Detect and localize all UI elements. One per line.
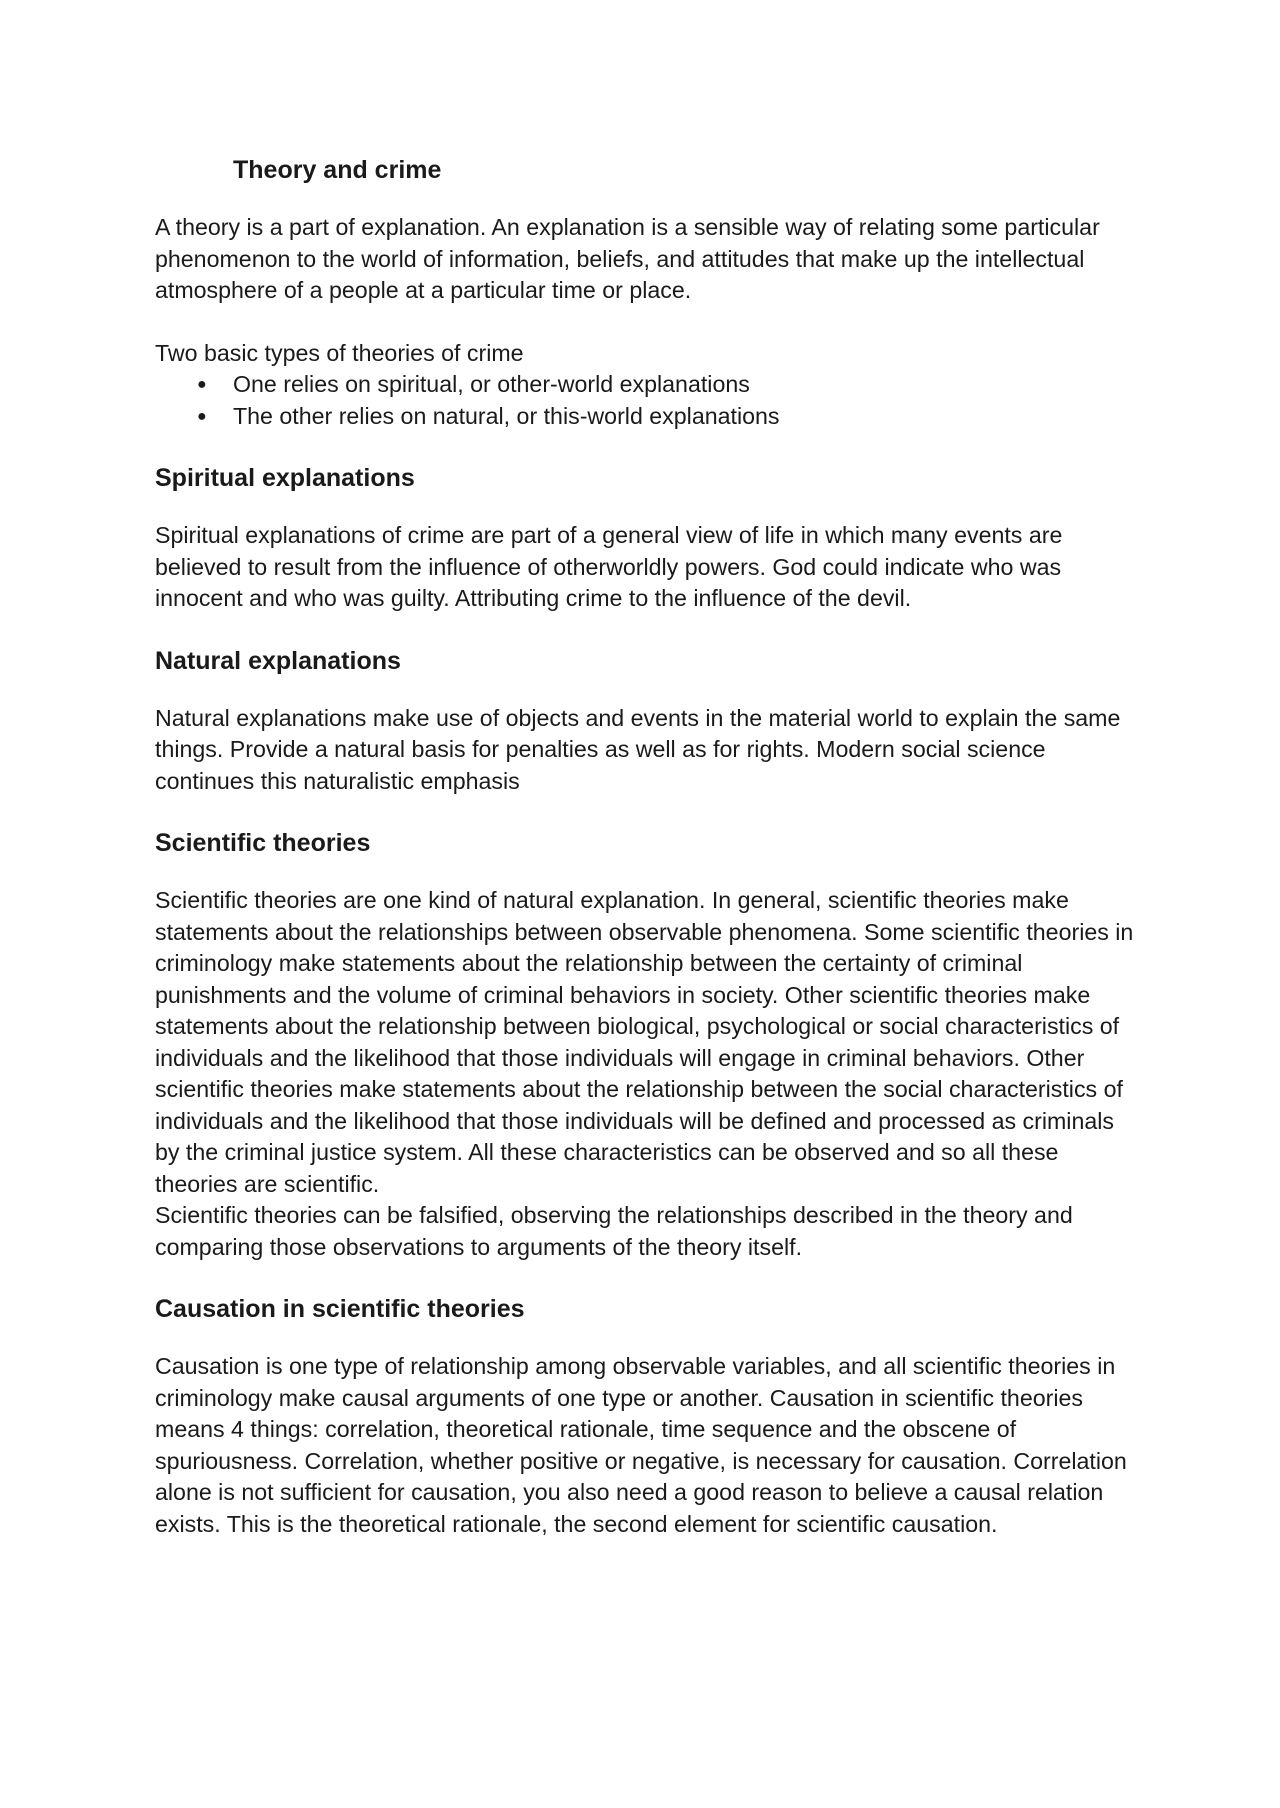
section-paragraph: Causation is one type of relationship among observable variables, and all scientific theories in criminology make causal arguments of one type or another. Causation in scientific theories means 4 things: correlation, theoretical rationale, time sequence and the obscene of spuriousness. Correlation, whether positive or negative, is necessary for causation. Correlation alone is not sufficient for causation, you also need a good reason to believe a causal relation exists. This is the theoretical rationale, the second element for scientific causation.	[155, 1353, 1127, 1537]
list-item	[155, 369, 1135, 401]
section-heading-scientific: Scientific theories	[155, 829, 371, 857]
section-paragraph: Spiritual explanations of crime are part of a general view of life in which many events are believed to result from the influence of otherworldly powers. God could indicate who was innocent and who was guilty. Attributing crime to the influence of the devil.	[155, 522, 1063, 611]
section-heading-natural: Natural explanations	[155, 646, 401, 675]
list-item	[155, 401, 1135, 433]
section-paragraph: Scientific theories can be falsified, observing the relationships described in the theory and comparing those observations to arguments of the theory itself.	[155, 1202, 1073, 1260]
section-paragraph: Scientific theories are one kind of natural explanation. In general, scientific theories make statements about the relationships between observable phenomena. Some scientific theories in criminology make statements about the relationship between the certainty of criminal punishments and the volume of criminal behaviors in society. Other scientific theories make statements about the relationship between biological, psychological or social characteristics of individuals and the likelihood that those individuals will engage in criminal behaviors. Other scientific theories make statements about the relationship between the social characteristics of individuals and the likelihood that those individuals will be defined and processed as criminals by the criminal justice system. All these characteristics can be observed and so all these theories are scientific.	[155, 887, 1134, 1197]
theory-types-list	[155, 369, 1135, 432]
bullet-icon: ●	[197, 407, 207, 425]
section-paragraph: Natural explanations make use of objects and events in the material world to explain the same things. Provide a natural basis for penalties as well as for rights. Modern social science continues this naturalistic emphasis	[155, 704, 1121, 794]
types-lead: Two basic types of theories of crime	[155, 339, 524, 366]
section-heading-spiritual: Spiritual explanations	[155, 464, 415, 492]
list-item-text: The other relies on natural, or this-world explanations	[233, 402, 780, 429]
list-item-text: One relies on spiritual, or other-world explanations	[233, 371, 750, 397]
page-title: Theory and crime	[233, 156, 442, 184]
intro-paragraph: A theory is a part of explanation. An explanation is a sensible way of relating some particular phenomenon to the world of information, beliefs, and attitudes that make up the intellectual atmosphere of a people at a particular time or place.	[155, 214, 1100, 303]
document-page	[155, 152, 1135, 1540]
section-heading-causation: Causation in scientific theories	[155, 1295, 525, 1323]
bullet-icon: ●	[197, 376, 207, 393]
